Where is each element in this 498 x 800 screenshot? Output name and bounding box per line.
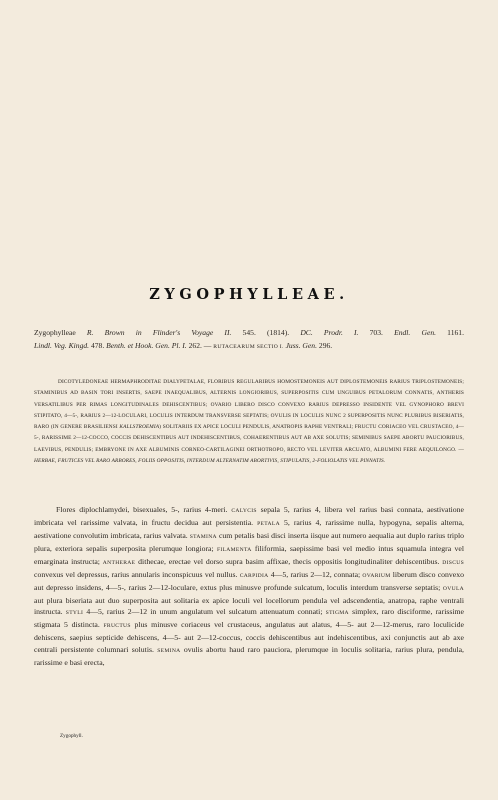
diagnosis-paragraph: DICOTYLEDONEAE HERMAPHRODITAE DIALYPETALAE, FLORIBUS REGULARIBUS HOMOSTEMONEIS AUT DIPLOSTEMONEIS RARIUS TRIPLOSTEMONEIS; STAMINIBUS AD BASIN TORI INSERTIS, SAEPE INAEQUALIBUS, ALTERNIS LONGIORIBUS, SUPERPOSITIS CUM UNGUIBUS PETALORUM CONNATIS, ANTHERIS VERSATILIBUS PER RIMAS LONGITUDINALES DEHISCENTIBUS; OVARIO LIBERO DISCO CONVEXO RARIUS DEPRESSO INSIDENTE VEL GYNOPHORO BREVI STIPITATO, 4—5-, RARIUS 2—12-LOCULARI, LOCULIS INTERDUM TRANSVERSE SEPTATIS; OVULIS IN LOCULIS NUNC 2 SUPERPOSITIS NUNC PLURIBUS BISERIATIS, RARO (IN GENERE BRASILIENSI KALLSTROEMIA) SOLITARIIS EX APICE LOCULI PENDULIS, ANATROPIS RAPHE VENTRALI; FRUCTU CORIACEO VEL CRUSTACEO, 4—5-, RARISSIME 2—12-COCCO, COCCIS DEHISCENTIBUS AUT INDEHISCENTIBUS, COHAERENTIBUS AUT AB AXE SOLUTIS; SEMINIBUS SAEPE ABORTU PAUCIORIBUS, LAEVIBUS, PENDULIS; EMBRYONE IN AXE ALBUMINIS CORNEO-CARTILAGINEI ORTHOTROPO, RECTO VEL LEVITER ARCUATO, ALBUMINI FERE AEQUILONGO. — HERBAE, FRUTICES VEL RARO ARBORES, FOLIIS OPPOSITIS, INTERDUM ALTERNATIM ABORTIVIS, STIPULATIS, 2-FOLIOLATIS VEL PINNATIS. [34,379,464,464]
section-title: ZYGOPHYLLEAE. [149,286,349,303]
signature-mark: Zygophyll. [60,733,83,739]
body-text: Flores diplochlamydei, bisexuales, 5-, rarius 4-meri. CALYCIS sepala 5, rarius 4, libera vel rarius basi connata, aestivatione imbricata vel rarissime valvata, in fructu decidua aut persistentia. PETALA 5, rarius 4, rarissime nulla, hypogyna, sepalis alterna, aestivatione convolutim imbricata, rarius valvata. STAMINA cum petalis basi disci inserta iisque aut numero aequalia aut duplo rarius triplo plura, exteriora sepalis superposita plerumque longiora; FILAMENTA filiformia, saepissime basi vel medio intus squamula integra vel emarginata instructa; ANTHERAE dithecae, erectae vel dorso supra basim affixae, thecis oppositis longitudinaliter dehiscentibus. DISCUS convexus vel depressus, rarius annularis inconspicuus vel nullus. CARPIDIA 4—5, rarius 2—12, connata; OVARIUM liberum disco convexo aut depresso insidens, 4—5-, rarius 2—12-loculare, extus plus minusve profunde sulcatum, loculis interdum transverse septatis; OVULA aut plura biseriata aut duo superposita aut solitaria ex apice loculi vel locellorum pendula vel adscendentia, anatropa, raphe ventrali instructa. STYLI 4—5, rarius 2—12 in unum angulatum vel sulcatum attenuatum connati; STIGMA simplex, raro disciforme, rarissime stigmata 5 distincta. FRUCTUS plus minusve coriaceus vel crustaceus, angulatus aut alatus, 4—5- aut 2—12-merus, raro loculicide dehiscens, saepius septicide dehiscens, 4—5- aut 2—12-coccus, coccis dehiscentibus aut indehiscentibus, axi conjunctis aut ab axe centrali persistente columnari solutis. SEMINA ovulis abortu haud raro pauciora, plerumque in loculis solitaria, rarius plura, pendula, rarissime e basi erecta, [34,505,465,667]
references: Zygophylleae R. Brown in Flinder's Voyage II. 545. (1814). DC. Prodr. I. 703. Endl. Gen. 1161. Lindl. Veg. Kingd. 478. Benth. et Hook. Gen. Pl. I. 262. — RUTACEARUM SECTIO I. Juss. Gen. 296. [34,328,464,350]
